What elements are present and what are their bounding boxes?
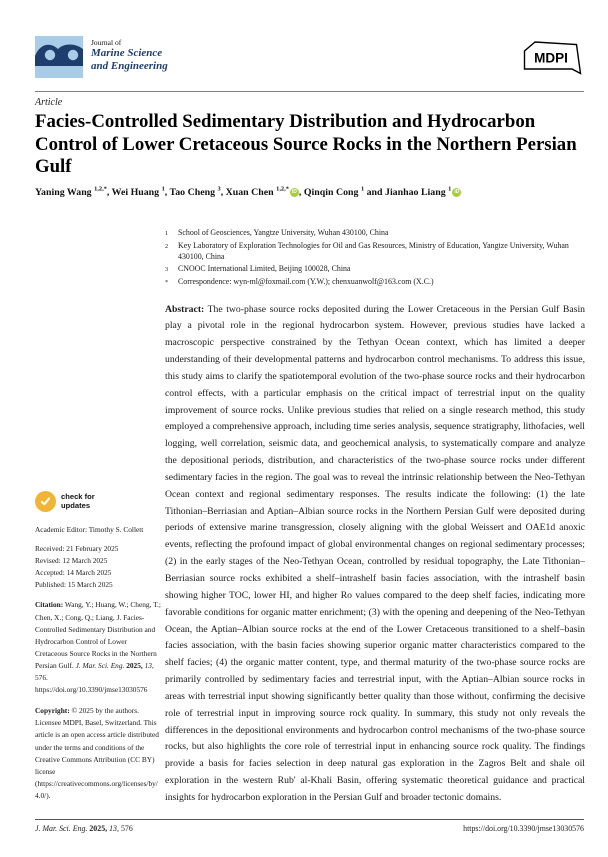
main-column: [165, 227, 585, 807]
abstract-paragraph: [165, 302, 585, 807]
check-for-updates-badge[interactable]: [35, 491, 161, 512]
journal-name-line3: and Engineering: [91, 59, 168, 72]
author: [112, 187, 170, 198]
date-line: Accepted: 14 March 2025: [35, 568, 112, 578]
date-line: Revised: 12 March 2025: [35, 556, 108, 566]
author-affiliation-sup: 1: [360, 186, 365, 193]
author-separator: and: [364, 187, 385, 199]
journal-name-line2: Marine Science: [91, 47, 163, 59]
author-separator: ,: [298, 187, 304, 199]
author-name[interactable]: Qinqin Cong: [303, 187, 359, 199]
author: [385, 187, 461, 198]
orcid-icon[interactable]: iD: [454, 189, 460, 196]
author: [304, 187, 385, 198]
author-affiliation-sup: 3: [217, 186, 221, 193]
affiliation-text: CNOOC International Limited, Beijing 100028, China: [178, 264, 351, 274]
abstract-label: Abstract:: [165, 303, 205, 315]
check-badge-text: check for updates: [61, 491, 95, 510]
author-name[interactable]: Jianhao Liang: [385, 187, 446, 199]
author-affiliation-sup: 1: [161, 186, 165, 193]
author-name[interactable]: Yaning Wang: [35, 187, 92, 199]
author-separator: ,: [164, 187, 170, 199]
orcid-icon[interactable]: iD: [291, 189, 297, 196]
mdpi-logo[interactable]: [520, 40, 584, 80]
affiliation-item: [165, 227, 585, 240]
footer-citation: J. Mar. Sci. Eng. 2025, 13, 576: [35, 824, 133, 833]
article-dates: [35, 543, 161, 591]
citation-year: 2025,: [126, 660, 143, 670]
affiliation-marker: *: [165, 278, 169, 286]
journal-wave-icon: [35, 36, 83, 78]
affiliation-item: [165, 276, 585, 289]
journal-name-prefix: Journal of: [91, 38, 122, 47]
author: [35, 187, 112, 198]
affiliation-item: [165, 240, 585, 263]
page-title: Facies-Controlled Sedimentary Distribution and Hydrocarbon Control of Lower Cretaceous Source Rocks in the Northern Persian Gulf: [35, 111, 577, 178]
abstract-text: The two-phase source rocks deposited during the Lower Cretaceous in the Persian Gulf Basin play a pivotal role in the regional hydrocarbon system. However, previous studies have lacked a macroscopic perspective constrained by the Tethyan Ocean context, which has limited a deeper understanding of their developmental patterns and hydrocarbon control mechanisms. To address this issue, this study aims to clarify the spatiotemporal evolution of the two-phase source rocks and their hydrocarbon control effects, with a particular emphasis on the critical impact of terrestrial input on the quality improvement of source rocks. Unlike previous studies that relied on a single research method, this study employed a comprehensive approach, including time series analysis, sequence stratigraphy, lithofacies, well logging, well correlation, seismic data, and geochemical analysis, to systematically compare and analyze the depositional periods, distribution, and characteristics of the two-phase source rocks under different sedimentary facies in the region. The goal was to reveal the intrinsic relationship between the Neo-Tethyan Ocean context and regional sedimentary responses. The results indicate the following: (1) the late Tithonian–Berriasian and Aptian–Albian source rocks in the Northern Persian Gulf were deposited during periods of extensive marine transgression, closely aligning with the global Weissert and OAE1d anoxic events, reflecting the profound impact of global environmental changes on regional sedimentary processes; (2) in the early stages of the Neo-Tethyan Ocean, controlled by residual topography, the Late Tithonian–Berriasian source rocks exhibited a shelf–intrashelf basin facies association, with the intrashelf basin showing higher TOC, lower HI, and higher Ro values compared to the deep shelf facies, indicating more favorable conditions for organic matter enrichment; (3) with the opening and deepening of the Neo-Tethyan Ocean, the Aptian–Albian source rocks at the end of the Lower Cretaceous transitioned to a shelf–basin facies association, with the basin facies showing superior organic matter characteristics compared to the shelf facies; (4) the organic matter content, type, and thermal maturity of the two-phase source rocks are primarily controlled by sedimentary facies and terrestrial input, with the Aptian–Albian source rocks in areas with terrestrial input showing significantly better quality than those without, confirming the decisive role of terrestrial input in improving source rock quality. In summary, this study not only reveals the differences in the depositional environments and hydrocarbon control mechanisms of the two-phase source rocks, but also highlights the core role of terrestrial input in enhancing source rock quality. The findings provide a basis for facies selection in deep natural gas exploration in the Zagros Belt and shale oil exploration in the western Rub' al-Khali Basin, offering systematic theoretical guidance and practical insights for hydrocarbon exploration in the Persian Gulf and broader tectonic domains.: [165, 303, 585, 803]
footer-doi-link[interactable]: https://doi.org/10.3390/jmse13030576: [463, 824, 584, 833]
affiliation-marker: 2: [165, 242, 169, 250]
page-header: [35, 36, 584, 80]
author-list: [35, 186, 587, 198]
citation-block: [35, 599, 161, 696]
author: [226, 187, 304, 198]
author-name[interactable]: Xuan Chen: [225, 187, 274, 199]
citation-label: Citation:: [35, 600, 64, 610]
date-line: Published: 15 March 2025: [35, 580, 113, 590]
copyright-label: Copyright:: [35, 706, 70, 716]
academic-editor: Academic Editor: Timothy S. Collett: [35, 525, 144, 534]
author-affiliation-sup: 1: [448, 186, 452, 193]
copyright-block: [35, 705, 161, 802]
mdpi-logo-text: MDPI: [534, 50, 568, 66]
affiliation-marker: 3: [165, 266, 169, 274]
author-separator: ,: [220, 187, 226, 199]
affiliation-text: Key Laboratory of Exploration Technologies for Oil and Gas Resources, Ministry of Education, Yangtze University, Wuhan 430100, China: [178, 240, 569, 262]
citation-doi[interactable]: 576. https://doi.org/10.3390/jmse13030576: [35, 673, 148, 695]
check-icon: [35, 491, 56, 512]
header-divider: [35, 91, 584, 92]
affiliation-item: [165, 263, 585, 276]
author-name[interactable]: Wei Huang: [111, 187, 160, 199]
citation-volume: 13,: [144, 660, 154, 670]
date-line: Received: 21 February 2025: [35, 544, 119, 554]
journal-logo[interactable]: [35, 36, 168, 78]
affiliation-list: [165, 227, 585, 289]
author-name[interactable]: Tao Cheng: [169, 187, 216, 199]
journal-name: [91, 36, 168, 72]
affiliation-text: Correspondence: wyn-ml@foxmail.com (Y.W.); chenxuanwolf@163.com (X.C.): [178, 276, 434, 286]
author: [170, 187, 226, 198]
affiliation-marker: 1: [165, 230, 169, 237]
author-separator: ,: [106, 187, 112, 199]
article-type-label: Article: [35, 97, 63, 108]
metadata-sidebar: [35, 491, 161, 802]
copyright-text: © 2025 by the authors. Licensee MDPI, Basel, Switzerland. This article is an open access article distributed under the terms and conditions of the Creative Commons Attribution (CC BY) license (https://creativecommons.org/licenses/by/4.0/).: [35, 706, 159, 800]
page-footer: [35, 819, 584, 833]
affiliation-text: School of Geosciences, Yangtze University, Wuhan 430100, China: [178, 228, 389, 237]
citation-body: Wang, Y.; Huang, W.; Cheng, T.; Chen, X.; Cong, Q.; Liang, J. Facies-Controlled Sedimentary Distribution and Hydrocarbon Control of Lower Cretaceous Source Rocks in the Northern Persian Gulf.: [35, 600, 161, 670]
author-affiliation-sup: 1,2,*: [276, 186, 289, 193]
author-affiliation-sup: 1,2,*: [94, 186, 107, 193]
citation-journal: J. Mar. Sci. Eng.: [75, 660, 125, 670]
